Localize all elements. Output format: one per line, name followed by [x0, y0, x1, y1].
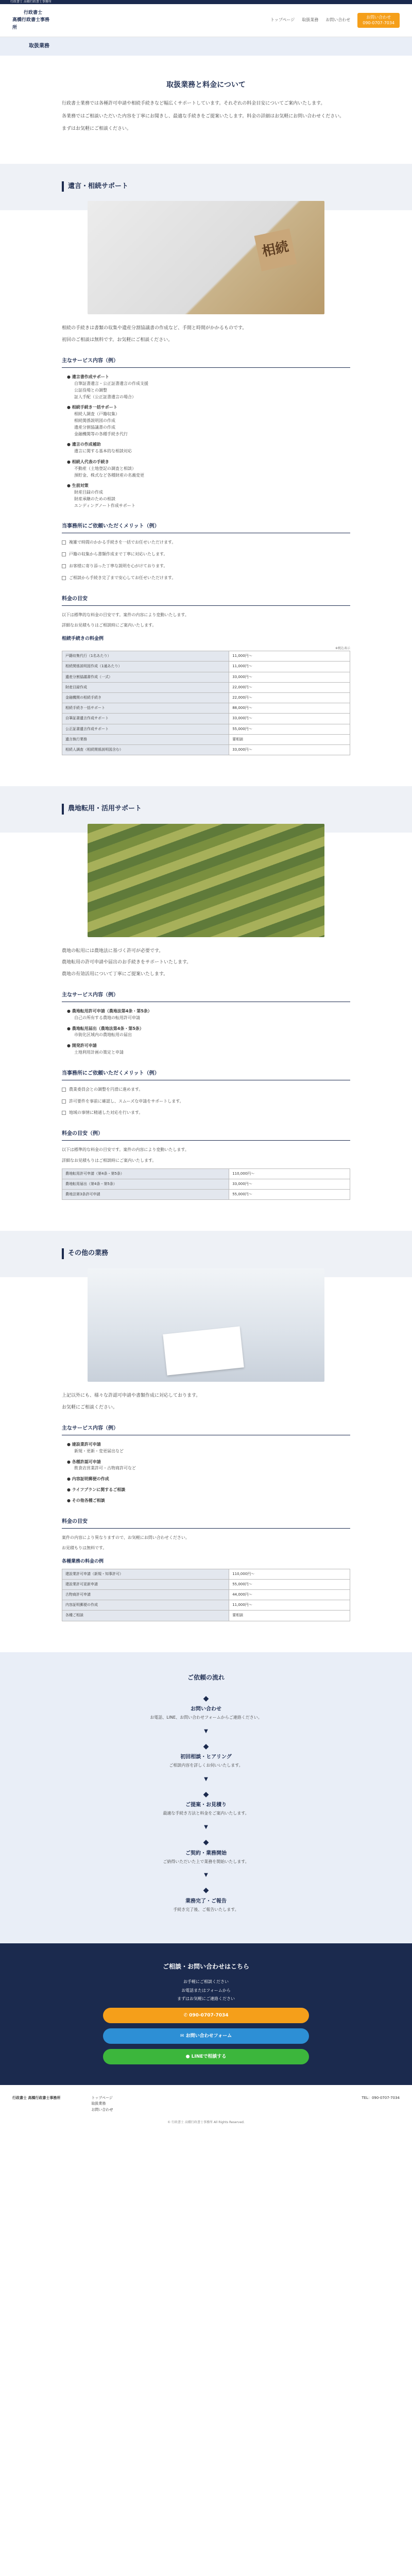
table-cell-item: 自筆証書遺言作成サポート	[62, 714, 229, 724]
intro-paragraph: 各業務ではご相談いただいた内容を丁寧にお聞きし、最適な手続きをご提案いたします。料金の詳細はお気軽にお問い合わせください。	[62, 113, 345, 119]
logo-line1: 行政書士	[23, 10, 42, 15]
service-group-title: ● 開発許可申請	[67, 1043, 97, 1048]
price-table	[62, 651, 350, 755]
service-group	[67, 1498, 350, 1504]
table-cell-item: 相続関係説明図作成（1通あたり）	[62, 662, 229, 672]
price-note: 案件の内容により異なりますので、お気軽にお問い合わせください。	[62, 1535, 190, 1540]
services-list	[62, 1008, 350, 1056]
step-icon: ◆	[203, 1838, 209, 1847]
section-title: その他の業務	[62, 1248, 350, 1259]
service-item: 飲食店営業許可・古物商許可など	[74, 1466, 136, 1471]
service-item: 遺産分割協議書の作成	[74, 425, 115, 430]
site-footer	[0, 2085, 412, 2132]
flow-step	[0, 1789, 412, 1817]
table-row	[62, 1190, 350, 1200]
service-item: 相続人調査（戸籍収集）	[74, 412, 119, 417]
merit-item	[62, 1098, 350, 1105]
merit-text: 地域の事情に精通した対応を行います。	[69, 1110, 143, 1115]
service-item: エンディングノート作成サポート	[74, 503, 135, 508]
checkbox-icon	[62, 540, 66, 545]
service-group-title: ● 各種許認可申請	[67, 1459, 101, 1464]
table-cell-price: 44,000円〜	[229, 1589, 350, 1600]
flow-step-desc: ご相談内容を詳しくお伺いいたします。	[169, 1763, 243, 1768]
table-cell-price: 33,000円〜	[229, 1179, 350, 1190]
table-cell-item: 公正証書遺言作成サポート	[62, 724, 229, 734]
contact-text: まずはお気軽にご連絡ください	[177, 1996, 235, 2002]
footer-link-top[interactable]: トップページ	[91, 2096, 113, 2100]
merit-text: 許可要件を事前に確認し、スムーズな申請をサポートします。	[69, 1098, 184, 1104]
price-note: 以下は標準的な料金の目安です。案件の内容により変動いたします。	[62, 1147, 189, 1153]
table-row	[62, 714, 350, 724]
price-table	[62, 1569, 350, 1621]
merit-text: 複雑で時間のかかる手続きを一括でお任せいただけます。	[69, 540, 176, 545]
inheritance-photo	[88, 201, 324, 314]
merits-title: 当事務所にご依頼いただくメリット（例）	[62, 1070, 350, 1080]
service-group-title: ● 相続人代表の手続き	[67, 459, 109, 464]
service-item: 証人手配（公正証書遺言の場合）	[74, 394, 136, 399]
office-photo	[88, 1268, 324, 1382]
table-row	[62, 1611, 350, 1621]
logo-line2: 高橋行政書士事務所	[12, 18, 50, 30]
section-desc: 上記以外にも、様々な許認可申請や書類作成に対応しております。	[62, 1393, 201, 1399]
table-cell-price: 33,000円〜	[229, 714, 350, 724]
top-bar: 行政書士 高橋行政書士事務所	[0, 0, 412, 4]
merit-item	[62, 1087, 350, 1093]
flow-step	[0, 1837, 412, 1865]
flow-step-title: お問い合わせ	[191, 1706, 221, 1713]
flow-step-desc: ご納得いただいた上で業務を開始いたします。	[163, 1859, 249, 1864]
service-group-title: ● 相続手続き一括サポート	[67, 405, 117, 410]
service-group	[67, 1026, 350, 1039]
service-group-title: ● 建設業許可申請	[67, 1442, 101, 1447]
nav-top[interactable]: トップページ	[270, 18, 295, 23]
merit-item	[62, 575, 350, 582]
table-row	[62, 1600, 350, 1611]
checkbox-icon	[62, 552, 66, 556]
table-cell-price: 110,000円〜	[229, 1168, 350, 1179]
service-item: 不動産（土地登記の調査と相談）	[74, 466, 136, 471]
tax-note: ※税込表示	[335, 646, 350, 650]
table-title: 各種業務の料金の例	[62, 1559, 104, 1565]
arrow-down-icon: ▼	[204, 1824, 208, 1831]
service-group	[67, 1043, 350, 1056]
intro-paragraph: まずはお気軽にご相談ください。	[62, 126, 132, 132]
table-cell-price: 55,000円〜	[229, 1190, 350, 1200]
service-item: 遺言に関する基本的な相談対応	[74, 449, 132, 454]
section-desc: 相続の手続きは書類の収集や遺産分割協議書の作成など、手間と時間がかかるものです。	[62, 326, 247, 331]
table-row	[62, 1569, 350, 1579]
merit-text: お客様に寄り添った丁寧な説明を心がけております。	[69, 564, 168, 569]
site-logo[interactable]	[12, 11, 54, 30]
merit-item	[62, 563, 350, 570]
merits-list	[62, 1087, 350, 1116]
price-title: 料金の目安（例）	[62, 1130, 350, 1141]
header-cta-button[interactable]: お問い合わせ 090-0707-7034	[357, 13, 400, 28]
flow-step-title: ご契約・業務開始	[185, 1850, 227, 1856]
section-title: 遺言・相続サポート	[62, 181, 350, 192]
table-row	[62, 703, 350, 714]
merit-text: 戸籍の収集から書類作成まで丁寧に対応いたします。	[69, 552, 168, 557]
table-cell-price: 88,000円〜	[229, 703, 350, 714]
phone-button[interactable]: ✆ 090-0707-7034	[103, 2008, 309, 2023]
service-group	[67, 459, 350, 479]
table-cell-price: 11,000円〜	[229, 651, 350, 662]
flow-step-title: 初回相談・ヒアリング	[180, 1754, 232, 1760]
service-group-title: ● 遺言の作成補助	[67, 442, 101, 447]
table-cell-item: 金融機関の相続手続き	[62, 693, 229, 703]
service-group-title: ● 農地転用届出（農地法第4条・第5条）	[67, 1026, 144, 1031]
other-section	[62, 1248, 350, 1621]
step-icon: ◆	[203, 1886, 209, 1895]
page-title: 取扱業務	[0, 37, 412, 56]
arrow-down-icon: ▼	[204, 1872, 208, 1878]
main-nav	[270, 13, 400, 28]
intro-title: 取扱業務と料金について	[166, 81, 246, 89]
table-cell-item: 農地転用許可申請（第4条・第5条）	[62, 1168, 229, 1179]
table-cell-price: 22,000円〜	[229, 693, 350, 703]
table-row	[62, 734, 350, 744]
section-desc: 初回のご相談は無料です。お気軽にご相談ください。	[62, 337, 173, 343]
price-note: 詳細なお見積もりはご相談時にご案内いたします。	[62, 1158, 157, 1163]
table-cell-price: 110,000円〜	[229, 1569, 350, 1579]
service-group-title: ● その他各種ご相談	[67, 1498, 105, 1503]
service-item: 土地利用計画の策定と申請	[74, 1050, 124, 1055]
contact-text: お手軽にご相談ください	[183, 1979, 229, 1984]
services-list	[62, 374, 350, 509]
table-cell-item: 戸籍収集代行（1名あたり）	[62, 651, 229, 662]
service-item: 自己の所有する農地の転用許可申請	[74, 1015, 140, 1020]
merit-text: 農業委員会との調整を円滑に進めます。	[69, 1087, 143, 1092]
service-group-title: ● 農地転用許可申請（農地法第4条・第5条）	[67, 1009, 152, 1014]
section-desc: お気軽にご相談ください。	[62, 1404, 118, 1410]
flow-step	[0, 1693, 412, 1721]
mail-form-button[interactable]: ✉ お問い合わせフォーム	[103, 2028, 309, 2044]
service-group-title: ● 生前対策	[67, 483, 89, 488]
service-group	[67, 1476, 350, 1483]
step-icon: ◆	[203, 1790, 209, 1799]
nav-contact[interactable]: お問い合わせ	[325, 18, 351, 23]
service-group-title: ● ライフプランに関するご相談	[67, 1487, 126, 1492]
table-row	[62, 1579, 350, 1589]
merit-item	[62, 539, 350, 546]
price-table	[62, 1168, 350, 1200]
price-title: 料金の目安	[62, 1518, 350, 1529]
checkbox-icon	[62, 576, 66, 580]
flow-step-desc: お電話、LINE、お問い合わせフォームからご連絡ください。	[150, 1715, 262, 1720]
contact-title: ご相談・お問い合わせはこちら	[162, 1962, 249, 1970]
section-desc: 農地の有効活用について丁寧にご提案いたします。	[62, 971, 168, 977]
section-title: 農地転用・活用サポート	[62, 804, 350, 815]
services-title: 主なサービス内容（例）	[62, 1425, 350, 1435]
table-cell-item: 内容証明郵便の作成	[62, 1600, 229, 1611]
table-row	[62, 1168, 350, 1179]
nav-services[interactable]: 取扱業務	[302, 18, 319, 23]
price-note: 以下は標準的な料金の目安です。案件の内容により変動いたします。	[62, 612, 189, 617]
flow-step	[0, 1885, 412, 1913]
services-title: 主なサービス内容（例）	[62, 991, 350, 1002]
flow-step-title: ご提案・お見積り	[185, 1802, 227, 1808]
table-row	[62, 724, 350, 734]
price-note: 詳細なお見積もりはご相談時にご案内いたします。	[62, 623, 157, 628]
table-cell-price: 要相談	[229, 734, 350, 744]
service-group	[67, 404, 350, 437]
flow-title: ご依頼の流れ	[187, 1673, 225, 1681]
intro-section	[62, 79, 350, 133]
service-item: 自筆証書遺言・公正証書遺言の作成支援	[74, 381, 148, 386]
service-group	[67, 442, 350, 455]
table-cell-item: 建設業許可申請（新規・知事許可）	[62, 1569, 229, 1579]
service-item: 公証役場との調整	[74, 387, 107, 393]
farmland-section	[62, 804, 350, 1200]
document-graphic	[163, 1327, 244, 1376]
section-desc: 農地の転用には農地法に基づく許可が必要です。	[62, 948, 164, 954]
service-item: 市街化区域内の農地転用の届出	[74, 1032, 132, 1038]
merit-text: ご相談から手続き完了まで安心してお任せいただけます。	[69, 575, 176, 580]
footer-link-services[interactable]: 取扱業務	[91, 2102, 106, 2106]
table-cell-item: 農地法第3条許可申請	[62, 1190, 229, 1200]
service-item: 財産承継のための相談	[74, 496, 115, 501]
service-group	[67, 483, 350, 509]
table-cell-item: 建設業許可更新申請	[62, 1579, 229, 1589]
table-cell-price: 11,000円〜	[229, 1600, 350, 1611]
service-group	[67, 374, 350, 400]
phone-icon: ✆	[183, 2013, 190, 2018]
table-row	[62, 1589, 350, 1600]
contact-text: お電話またはフォームから	[181, 1988, 231, 1993]
checkbox-icon	[62, 1111, 66, 1115]
service-item: 金融機関等の各種手続き代行	[74, 431, 128, 436]
line-button[interactable]: ● LINEで相談する	[103, 2049, 309, 2064]
table-cell-price: 22,000円〜	[229, 682, 350, 692]
mail-icon: ✉	[180, 2033, 186, 2039]
services-list	[62, 1442, 350, 1504]
flow-section	[0, 1652, 412, 1943]
service-group-title: ● 遺言書作成サポート	[67, 375, 109, 380]
table-cell-item: 古物商許可申請	[62, 1589, 229, 1600]
table-cell-item: 財産目録作成	[62, 682, 229, 692]
table-cell-item: 遺産分割協議書作成（一式）	[62, 672, 229, 682]
merit-item	[62, 551, 350, 558]
table-cell-item: 遺言執行業務	[62, 734, 229, 744]
services-title: 主なサービス内容（例）	[62, 357, 350, 368]
copyright: © 行政書士 高橋行政書士事務所 All Rights Reserved.	[167, 2120, 245, 2124]
table-row	[62, 682, 350, 692]
price-title: 料金の目安	[62, 595, 350, 606]
service-item: 相続関係説明図の作成	[74, 418, 115, 423]
farmland-photo	[88, 824, 324, 937]
table-cell-price: 55,000円〜	[229, 1579, 350, 1589]
inheritance-section	[62, 181, 350, 756]
service-item: 預貯金、株式など各種財産の名義変更	[74, 472, 144, 478]
table-cell-price: 11,000円〜	[229, 662, 350, 672]
footer-link-contact[interactable]: お問い合わせ	[91, 2107, 113, 2112]
table-cell-price: 55,000円〜	[229, 724, 350, 734]
service-group	[67, 1008, 350, 1022]
table-row	[62, 693, 350, 703]
chat-icon: ●	[185, 2054, 192, 2059]
step-icon: ◆	[203, 1742, 209, 1751]
table-row	[62, 672, 350, 682]
checkbox-icon	[62, 1088, 66, 1092]
table-cell-price: 33,000円〜	[229, 672, 350, 682]
flow-step-desc: 手続き完了後、ご報告いたします。	[173, 1907, 239, 1912]
intro-paragraph: 行政書士業務では各種許可申請や相続手続きなど幅広くサポートしています。それぞれの料金目安についてご案内いたします。	[62, 101, 325, 107]
table-row	[62, 744, 350, 755]
footer-tel: TEL：090-0707-7034	[362, 2096, 400, 2100]
service-item: 財産目録の作成	[74, 490, 103, 495]
arrow-down-icon: ▼	[204, 1776, 208, 1783]
arrow-down-icon: ▼	[204, 1728, 208, 1734]
table-row	[62, 651, 350, 662]
merit-item	[62, 1110, 350, 1116]
price-note: お見積もりは無料です。	[62, 1546, 107, 1551]
section-desc: 農地転用の許可申請や届出のお手続きをサポートいたします。	[62, 960, 192, 965]
table-row	[62, 662, 350, 672]
flow-step-title: 業務完了・ご報告	[185, 1898, 227, 1904]
footer-name: 行政書士 高橋行政書士事務所	[12, 2096, 61, 2100]
service-group	[67, 1442, 350, 1455]
service-item: 新規・更新・変更届出など	[74, 1448, 124, 1453]
service-group-title: ● 内容証明郵便の作成	[67, 1477, 109, 1482]
service-group	[67, 1487, 350, 1494]
table-cell-item: 各種ご相談	[62, 1611, 229, 1621]
table-cell-item: 相続手続き一括サポート	[62, 703, 229, 714]
merits-title: 当事務所にご依頼いただくメリット（例）	[62, 522, 350, 533]
table-cell-item: 農地転用届出（第4条・第5条）	[62, 1179, 229, 1190]
table-title: 相続手続きの料金例	[62, 636, 104, 642]
service-group	[67, 1459, 350, 1472]
checkbox-icon	[62, 1099, 66, 1104]
contact-section	[0, 1943, 412, 2086]
step-icon: ◆	[203, 1694, 209, 1703]
table-cell-item: 相続人調査（相続関係説明図含む）	[62, 744, 229, 755]
checkbox-icon	[62, 564, 66, 568]
inheritance-stamp: 相続	[254, 229, 297, 272]
table-cell-price: 33,000円〜	[229, 744, 350, 755]
flow-step	[0, 1741, 412, 1769]
table-cell-price: 要相談	[229, 1611, 350, 1621]
flow-step-desc: 最適な手続き方法と料金をご案内いたします。	[163, 1811, 249, 1816]
merits-list	[62, 539, 350, 581]
table-row	[62, 1179, 350, 1190]
site-header	[0, 4, 412, 37]
